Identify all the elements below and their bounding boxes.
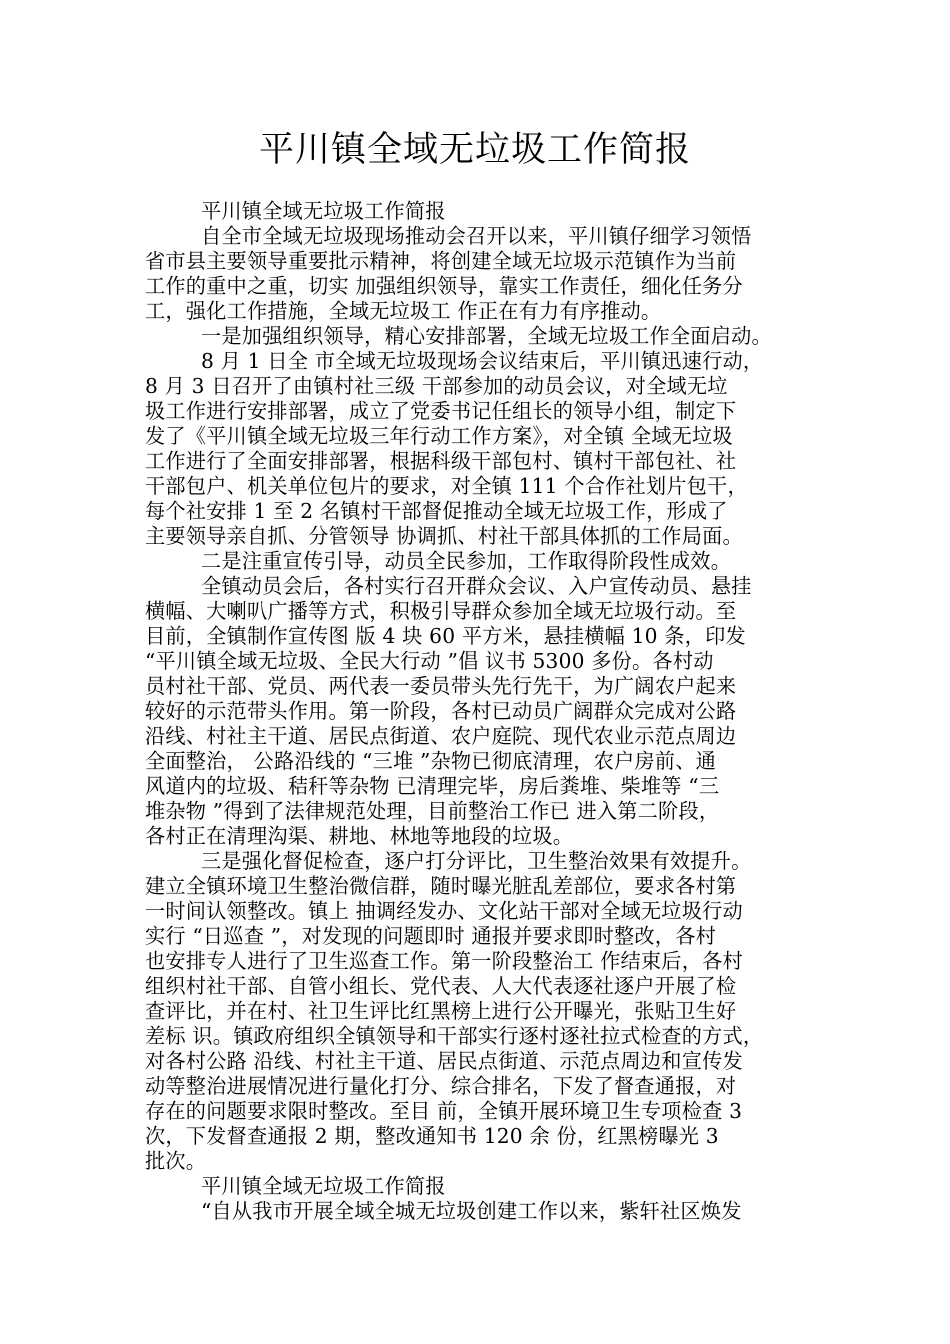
text-line: 次，下发督查通报 2 期，整改通知书 120 余 份，红黑榜曝光 3 [145, 1124, 719, 1148]
text-line: 8 月 1 日全 市全域无垃圾现场会议结束后，平川镇迅速行动， [201, 349, 764, 373]
text-line: 差标 识。镇政府组织全镇领导和干部实行逐村逐社拉式检查的方式， [145, 1024, 764, 1048]
text-line: 目前，全镇制作宣传图 版 4 块 60 平方米，悬挂横幅 10 条，印发 [145, 624, 746, 648]
text-line: 也安排专人进行了卫生巡查工作。第一阶段整治工 作结束后，各村 [145, 949, 743, 973]
text-line: 实行 “日巡查 ”，对发现的问题即时 通报并要求即时整改，各村 [145, 924, 716, 948]
text-line: 堆杂物 ”得到了法律规范处理，目前整治工作已 进入第二阶段， [145, 799, 720, 823]
text-line: 每个社安排 1 至 2 名镇村干部督促推动全域无垃圾工作，形成了 [145, 499, 728, 523]
document-body [145, 199, 825, 1224]
text-line: 查评比，并在村、社卫生评比红黑榜上进行公开曝光，张贴卫生好 [145, 999, 737, 1023]
text-line: “平川镇全域无垃圾、全民大行动 ”倡 议书 5300 多份。各村动 [145, 649, 714, 673]
text-line: 8 月 3 日召开了由镇村社三级 干部参加的动员会议，对全域无垃 [145, 374, 728, 398]
text-line: 动等整治进展情况进行量化打分、综合排名，下发了督查通报，对 [145, 1074, 737, 1098]
text-line: 圾工作进行安排部署，成立了党委书记任组长的领导小组，制定下 [145, 399, 737, 423]
text-line: 沿线、村社主干道、居民点街道、农户庭院、现代农业示范点周边 [145, 724, 737, 748]
text-line: 二是注重宣传引导，动员全民参加，工作取得阶段性成效。 [201, 549, 732, 573]
text-line: 一是加强组织领导，精心安排部署，全域无垃圾工作全面启动。 [201, 324, 772, 348]
text-line: 发了《平川镇全域无垃圾三年行动工作方案》，对全镇 全域无垃圾 [145, 424, 733, 448]
text-line: 全镇动员会后，各村实行召开群众会议、入户宣传动员、悬挂 [201, 574, 752, 598]
text-line: 员村社干部、党员、两代表一委员带头先行先干，为广阔农户起来 [145, 674, 737, 698]
text-line: 平川镇全域无垃圾工作简报 [201, 199, 446, 223]
text-line: 省市县主要领导重要批示精神，将创建全域无垃圾示范镇作为当前 [145, 249, 737, 273]
text-line: 干部包户、机关单位包片的要求，对全镇 111 个合作社划片包干， [145, 474, 748, 498]
text-line: 风道内的垃圾、秸秆等杂物 已清理完毕，房后粪堆、柴堆等 “三 [145, 774, 720, 798]
text-line: 平川镇全域无垃圾工作简报 [201, 1174, 446, 1198]
document-title: 平川镇全域无垃圾工作简报 [258, 130, 691, 170]
text-line: 工作的重中之重，切实 加强组织领导，靠实工作责任，细化任务分 [145, 274, 743, 298]
text-line: 建立全镇环境卫生整治微信群，随时曝光脏乱差部位，要求各村第 [145, 874, 737, 898]
text-line: 较好的示范带头作用。第一阶段，各村已动员广阔群众完成对公路 [145, 699, 737, 723]
text-line: 工，强化工作措施，全域无垃圾工 作正在有力有序推动。 [145, 299, 662, 323]
text-line: 一时间认领整改。镇上 抽调经发办、文化站干部对全域无垃圾行动 [145, 899, 743, 923]
text-line: 工作进行了全面安排部署，根据科级干部包村、镇村干部包社、社 [145, 449, 737, 473]
text-line: 横幅、大喇叭广播等方式，积极引导群众参加全域无垃圾行动。至 [145, 599, 737, 623]
text-line: “自从我市开展全域全城无垃圾创建工作以来，紫轩社区焕发 [201, 1199, 742, 1223]
text-line: 全面整治， 公路沿线的 “三堆 ”杂物已彻底清理，农户房前、通 [145, 749, 716, 773]
text-line: 批次。 [145, 1149, 207, 1173]
text-line: 各村正在清理沟渠、耕地、林地等地段的垃圾。 [145, 824, 574, 848]
text-line: 主要领导亲自抓、分管领导 协调抓、村社干部具体抓的工作局面。 [145, 524, 743, 548]
text-line: 对各村公路 沿线、村社主干道、居民点街道、示范点周边和宣传发 [145, 1049, 743, 1073]
text-line: 组织村社干部、自管小组长、党代表、人大代表逐社逐户开展了检 [145, 974, 737, 998]
text-line: 存在的问题要求限时整改。至目 前，全镇开展环境卫生专项检查 3 [145, 1099, 743, 1123]
text-line: 自全市全域无垃圾现场推动会召开以来，平川镇仔细学习领悟 [201, 224, 752, 248]
text-line: 三是强化督促检查，逐户打分评比，卫生整治效果有效提升。 [201, 849, 752, 873]
